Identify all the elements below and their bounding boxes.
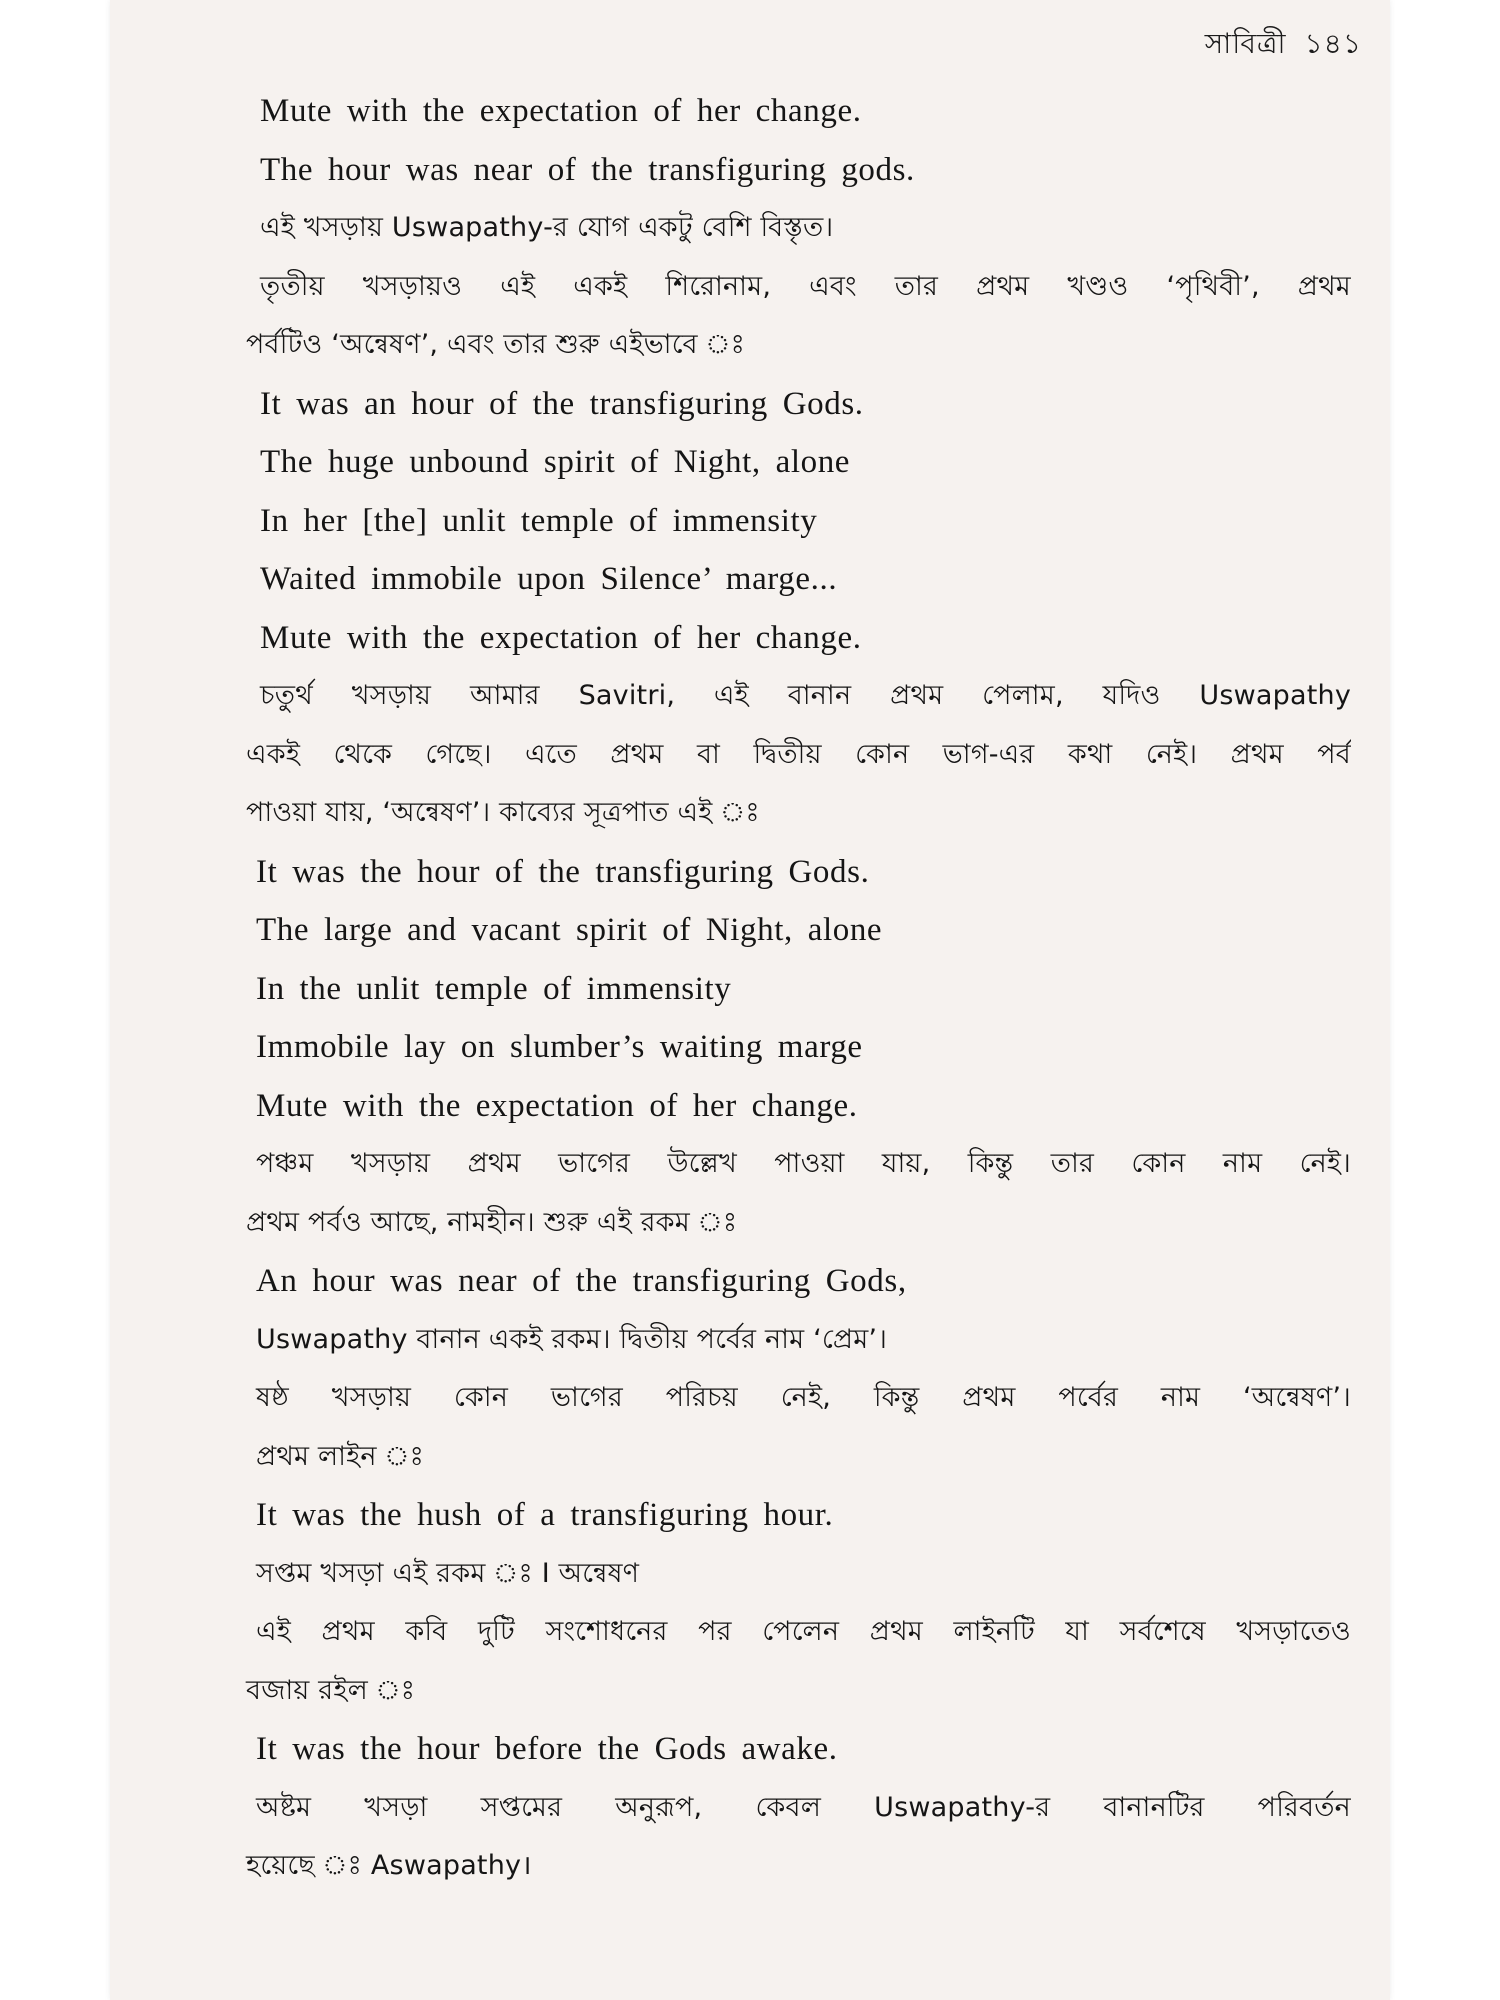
page-body [246,82,1351,1896]
prose-line: এই খসড়ায় Uswapathy-র যোগ একটু বেশি বিস্তৃত। [260,212,834,243]
running-head [1205,22,1362,69]
prose-line: হয়েছে ঃ Aswapathy। [246,1850,532,1881]
verse-line: It was the hush of a transfiguring hour. [256,1497,834,1533]
prose-line: Uswapathy বানান একই রকম। দ্বিতীয় পর্বের নাম ‘প্রেম’। [256,1323,888,1355]
running-head-title: সাবিত্রী [1204,27,1287,60]
prose-line: ষষ্ঠ খসড়ায় কোন ভাগের পরিচয় নেই, কিন্তু প্রথম পর্বের নাম ‘অন্বেষণ’। [256,1382,1351,1413]
verse-line: In her [the] unlit temple of immensity [260,502,818,539]
page-number: ১৪১ [1304,27,1362,60]
verse-line: Waited immobile upon Silence’ marge... [260,561,838,597]
verse-line: The hour was near of the transfiguring gods. [260,151,915,188]
prose-line: পর্বটিও ‘অন্বেষণ’, এবং তার শুরু এইভাবে ঃ [246,329,746,360]
prose-line: একই থেকে গেছে। এতে প্রথম বা দ্বিতীয় কোন ভাগ-এর কথা নেই। প্রথম পর্ব [246,738,1351,770]
prose-line: প্রথম লাইন ঃ [256,1440,425,1472]
prose-line: পঞ্চম খসড়ায় প্রথম ভাগের উল্লেখ পাওয়া যায়, কিন্তু তার কোন নাম নেই। [256,1148,1351,1179]
prose-line: চতুর্থ খসড়ায় আমার Savitri, এই বানান প্রথম পেলাম, যদিও Uswapathy [260,680,1351,711]
verse-line: An hour was near of the transfiguring Gods, [256,1263,907,1299]
book-page [110,0,1390,2000]
prose-line: পাওয়া যায়, ‘অন্বেষণ’। কাব্যের সূত্রপাত এই ঃ [246,797,760,828]
prose-line: বজায় রইল ঃ [246,1674,416,1706]
prose-line: তৃতীয় খসড়ায়ও এই একই শিরোনাম, এবং তার প্রথম খণ্ডও ‘পৃথিবী’, প্রথম [260,270,1351,302]
prose-line: এই প্রথম কবি দুটি সংশোধনের পর পেলেন প্রথম লাইনটি যা সর্বশেষে খসড়াতেও [256,1616,1351,1647]
verse-line: Mute with the expectation of her change. [260,93,862,129]
prose-line: প্রথম পর্বও আছে, নামহীন। শুরু এই রকম ঃ [246,1206,738,1238]
verse-line: In the unlit temple of immensity [256,970,732,1007]
verse-line: It was the hour of the transfiguring Gods. [256,853,870,890]
verse-line: Mute with the expectation of her change. [256,1087,858,1124]
prose-line: অষ্টম খসড়া সপ্তমের অনুরূপ, কেবল Uswapathy-র বানানটির পরিবর্তন [256,1791,1351,1823]
prose-line: সপ্তম খসড়া এই রকম ঃ I অন্বেষণ [256,1557,640,1589]
verse-line: It was the hour before the Gods awake. [256,1731,838,1767]
verse-line: It was an hour of the transfiguring Gods. [260,385,864,422]
verse-line: Mute with the expectation of her change. [260,619,862,656]
verse-line: The huge unbound spirit of Night, alone [260,444,851,480]
verse-line: The large and vacant spirit of Night, alone [256,912,883,948]
verse-line: Immobile lay on slumber’s waiting marge [256,1029,863,1065]
